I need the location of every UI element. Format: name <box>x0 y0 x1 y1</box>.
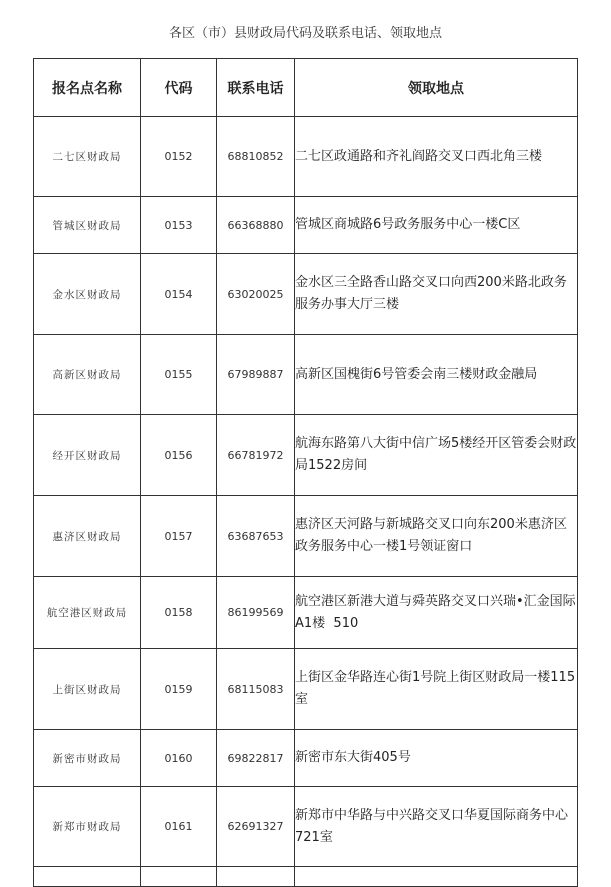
table-row <box>34 117 578 197</box>
office-address: 高新区国槐街6号管委会南三楼财政金融局 <box>295 335 578 415</box>
office-address: 惠济区天河路与新城路交叉口向东200米惠济区政务服务中心一楼1号领证窗口 <box>295 496 578 577</box>
office-phone: 66368880 <box>217 197 295 254</box>
office-code: 0158 <box>141 577 217 649</box>
header-code: 代码 <box>141 59 217 117</box>
header-name: 报名点名称 <box>34 59 141 117</box>
office-code: 0155 <box>141 335 217 415</box>
office-code: 0154 <box>141 254 217 335</box>
office-name: 航空港区财政局 <box>34 577 141 649</box>
office-phone: 69822817 <box>217 730 295 787</box>
office-phone: 86199569 <box>217 577 295 649</box>
office-code: 0160 <box>141 730 217 787</box>
office-name: 惠济区财政局 <box>34 496 141 577</box>
header-address: 领取地点 <box>295 59 578 117</box>
office-phone: 68810852 <box>217 117 295 197</box>
office-address: 管城区商城路6号政务服务中心一楼C区 <box>295 197 578 254</box>
office-address: 二七区政通路和齐礼阎路交叉口西北角三楼 <box>295 117 578 197</box>
office-code: 0153 <box>141 197 217 254</box>
table-row <box>34 197 578 254</box>
table-row <box>34 415 578 496</box>
office-phone: 67989887 <box>217 335 295 415</box>
office-code: 0159 <box>141 649 217 730</box>
page-title: 各区（市）县财政局代码及联系电话、领取地点 <box>168 26 442 41</box>
office-name: 管城区财政局 <box>34 197 141 254</box>
table-row <box>34 335 578 415</box>
office-phone: 66781972 <box>217 415 295 496</box>
office-address: 新郑市中华路与中兴路交叉口华夏国际商务中心721室 <box>295 787 578 867</box>
table-row <box>34 577 578 649</box>
office-code: 0156 <box>141 415 217 496</box>
office-phone: 62691327 <box>217 787 295 867</box>
office-address: 上街区金华路连心街1号院上街区财政局一楼115室 <box>295 649 578 730</box>
office-phone: 68115083 <box>217 649 295 730</box>
office-phone: 63020025 <box>217 254 295 335</box>
office-code: 0161 <box>141 787 217 867</box>
office-name: 上街区财政局 <box>34 649 141 730</box>
office-name: 新密市财政局 <box>34 730 141 787</box>
finance-bureau-table <box>33 58 578 887</box>
table-header-row <box>34 59 578 117</box>
office-address: 新密市东大街405号 <box>295 730 578 787</box>
office-phone: 63687653 <box>217 496 295 577</box>
header-phone: 联系电话 <box>217 59 295 117</box>
office-name: 高新区财政局 <box>34 335 141 415</box>
table-row <box>34 496 578 577</box>
table-row <box>34 787 578 867</box>
office-name: 新郑市财政局 <box>34 787 141 867</box>
office-code: 0152 <box>141 117 217 197</box>
office-name: 经开区财政局 <box>34 415 141 496</box>
office-name: 金水区财政局 <box>34 254 141 335</box>
office-address: 金水区三全路香山路交叉口向西200米路北政务服务办事大厅三楼 <box>295 254 578 335</box>
table-row <box>34 254 578 335</box>
office-address: 航空港区新港大道与舜英路交叉口兴瑞•汇金国际A1楼 510 <box>295 577 578 649</box>
office-name: 二七区财政局 <box>34 117 141 197</box>
office-code: 0157 <box>141 496 217 577</box>
table-row <box>34 649 578 730</box>
office-address: 航海东路第八大街中信广场5楼经开区管委会财政局1522房间 <box>295 415 578 496</box>
table-row <box>34 730 578 787</box>
